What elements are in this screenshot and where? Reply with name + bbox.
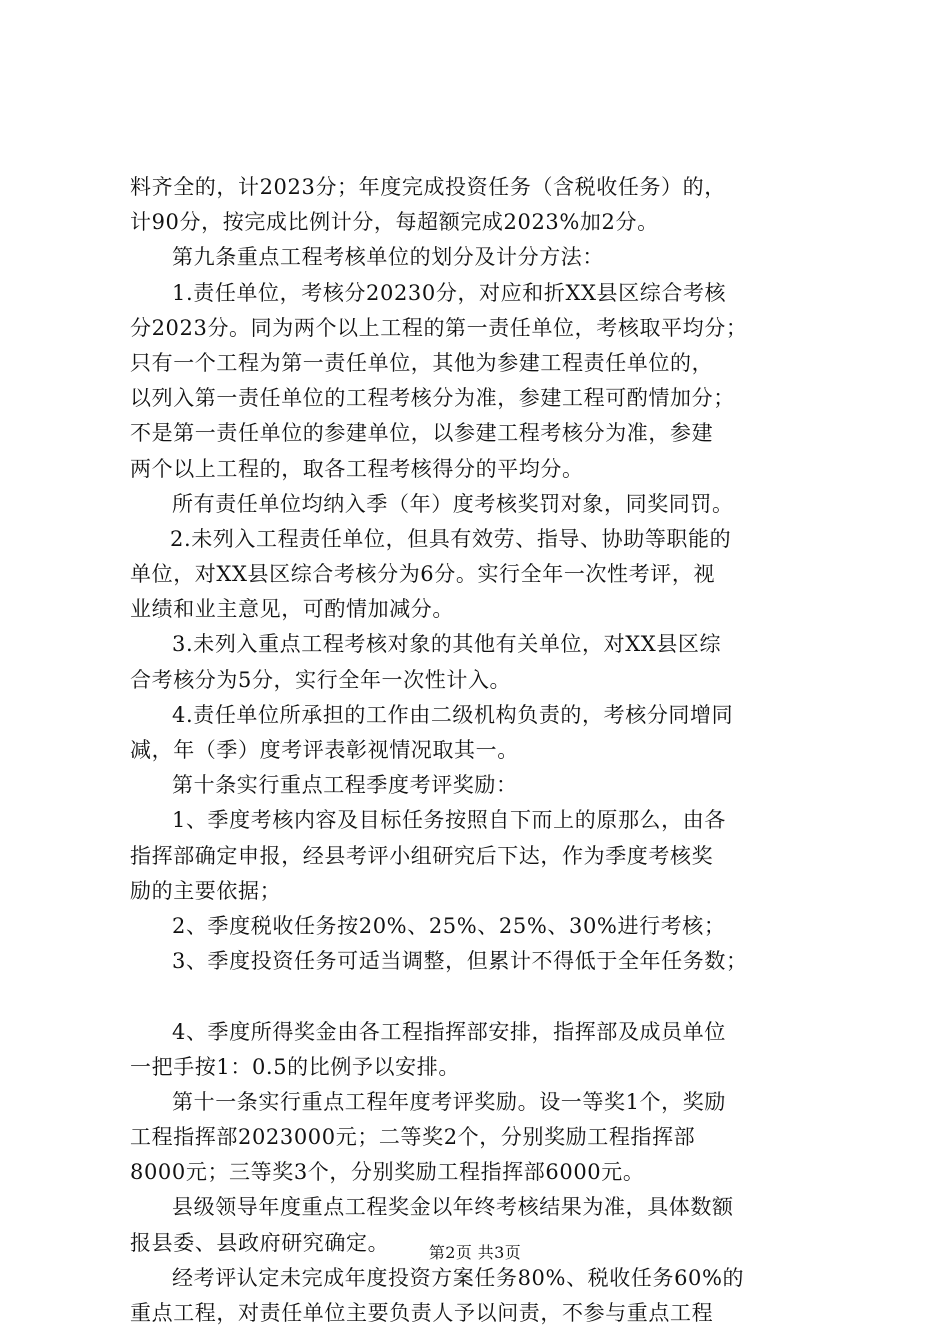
text-line: 1.责任单位，考核分20230分，对应和折XX县区综合考核 [172, 280, 727, 305]
text-line: 2.未列入工程责任单位，但具有效劳、指导、协助等职能的 [170, 526, 732, 551]
text-line: 3.未列入重点工程考核对象的其他有关单位，对XX县区综 [172, 632, 722, 657]
document-body [130, 170, 830, 1331]
page-number-footer: 第2页 共3页 [428, 1243, 522, 1262]
text-line: 重点工程，对责任单位主要负责人予以问责，不参与重点工程 [130, 1301, 714, 1325]
text-line: 经考评认定未完成年度投资方案任务80%、税收任务60%的 [172, 1265, 745, 1290]
text-line: 工程指挥部2023000元；二等奖2个，分别奖励工程指挥部 [130, 1125, 696, 1150]
blank-line [130, 979, 830, 1014]
article-heading: 第十一条实行重点工程年度考评奖励。设一等奖1个，奖励 [172, 1089, 726, 1114]
text-line: 一把手按1：0.5的比例予以安排。 [130, 1054, 460, 1079]
text-line: 指挥部确定申报，经县考评小组研究后下达，作为季度考核奖 [130, 843, 714, 868]
text-line: 8000元；三等奖3个，分别奖励工程指挥部6000元。 [130, 1160, 645, 1185]
text-line: 4、季度所得奖金由各工程指挥部安排，指挥部及成员单位 [172, 1019, 726, 1044]
text-line: 3、季度投资任务可适当调整，但累计不得低于全年任务数； [172, 949, 748, 974]
text-line: 业绩和业主意见，可酌情加减分。 [130, 597, 454, 622]
article-heading: 第十条实行重点工程季度考评奖励： [172, 773, 518, 798]
text-line: 不是第一责任单位的参建单位，以参建工程考核分为准，参建 [130, 421, 714, 446]
text-line: 分2023分。同为两个以上工程的第一责任单位，考核取平均分； [130, 315, 748, 340]
text-line: 励的主要依据； [130, 878, 282, 903]
text-line: 减，年（季）度考评表彰视情况取其一。 [130, 738, 519, 762]
text-line: 合考核分为5分，实行全年一次性计入。 [130, 667, 512, 692]
text-line: 2、季度税收任务按20%、25%、25%、30%进行考核； [172, 913, 726, 938]
text-line: 报县委、县政府研究确定。 [130, 1230, 390, 1255]
text-line: 1、季度考核内容及目标任务按照自下而上的原那么，由各 [172, 808, 726, 833]
article-heading: 第九条重点工程考核单位的划分及计分方法： [172, 245, 604, 270]
text-line: 只有一个工程为第一责任单位，其他为参建工程责任单位的， [130, 350, 714, 375]
text-line: 所有责任单位均纳入季（年）度考核奖罚对象，同奖同罚。 [172, 491, 734, 516]
text-line: 两个以上工程的，取各工程考核得分的平均分。 [130, 456, 584, 481]
text-line: 计90分，按完成比例计分，每超额完成2023%加2分。 [130, 210, 659, 235]
text-line: 以列入第一责任单位的工程考核分为准，参建工程可酌情加分； [130, 386, 735, 411]
text-line: 县级领导年度重点工程奖金以年终考核结果为准，具体数额 [172, 1195, 734, 1220]
text-line: 4.责任单位所承担的工作由二级机构负责的，考核分同增同 [172, 702, 734, 727]
text-line: 料齐全的，计2023分；年度完成投资任务（含税收任务）的， [130, 175, 726, 199]
text-line: 单位，对XX县区综合考核分为6分。实行全年一次性考评，视 [130, 562, 716, 587]
